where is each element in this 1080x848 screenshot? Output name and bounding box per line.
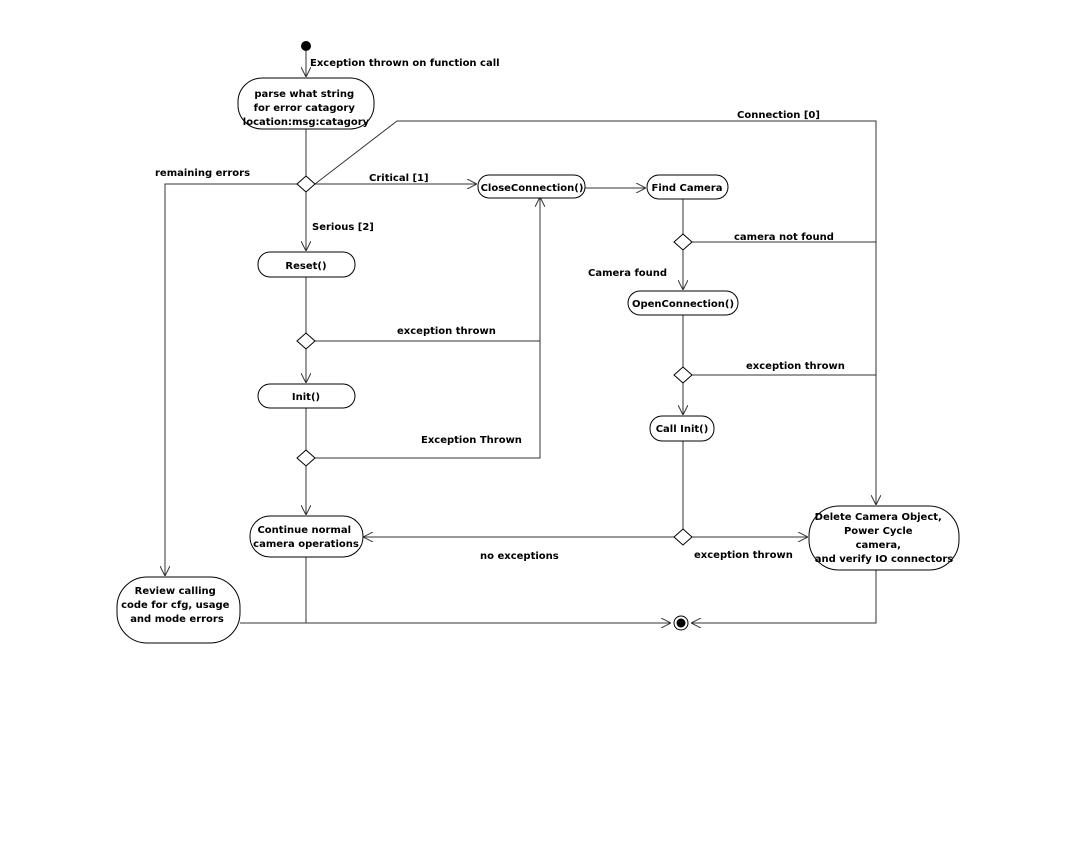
node-review-code <box>117 577 240 643</box>
node-find-camera-label: Find Camera <box>651 183 723 194</box>
label-remaining-errors: remaining errors <box>155 168 251 179</box>
label-connection-0: Connection [0] <box>737 110 820 121</box>
label-open-exception: exception thrown <box>746 361 845 372</box>
node-delete-camera-label: Delete Camera Object, Power Cycle camera, and verify IO connectors <box>814 512 954 565</box>
decision-init-result <box>297 450 315 466</box>
end-node <box>674 616 688 630</box>
label-reset-exception: exception thrown <box>397 326 496 337</box>
node-open-connection <box>628 291 738 315</box>
node-close-connection <box>478 175 585 198</box>
decision-open-result <box>674 367 692 383</box>
node-call-init-label: Call Init() <box>655 424 709 435</box>
node-review-code-label: Review calling code for cfg, usage and mode errors <box>121 586 230 625</box>
node-reset <box>258 252 355 277</box>
node-parse-label: parse what string for error catagory location:msg:catagory <box>242 89 370 128</box>
node-init <box>258 384 355 408</box>
node-reset-label: Reset() <box>285 261 327 272</box>
node-close-connection-label: CloseConnection() <box>480 183 584 194</box>
node-continue-operations-label: Continue normal camera operations <box>253 525 359 550</box>
node-find-camera <box>647 175 728 199</box>
decision-reset-result <box>297 333 315 349</box>
label-no-exceptions: no exceptions <box>480 551 559 562</box>
node-call-init <box>650 416 714 441</box>
label-camera-not-found: camera not found <box>734 232 834 243</box>
decision-callinit-result <box>674 529 692 545</box>
node-init-label: Init() <box>291 392 321 403</box>
label-init-exception: Exception Thrown <box>421 435 522 446</box>
start-node <box>301 41 311 51</box>
decision-error-category <box>297 176 315 192</box>
label-exception-thrown-on-call: Exception thrown on function call <box>310 58 500 69</box>
node-continue-operations <box>250 516 363 557</box>
edge-delete-to-end <box>691 570 876 623</box>
edge-labels <box>155 58 845 562</box>
label-final-exception: exception thrown <box>694 550 793 561</box>
node-delete-camera <box>809 506 959 570</box>
label-critical-1: Critical [1] <box>369 173 429 184</box>
label-serious-2: Serious [2] <box>312 222 374 233</box>
label-camera-found: Camera found <box>588 268 668 279</box>
node-parse <box>238 78 374 129</box>
node-open-connection-label: OpenConnection() <box>631 299 735 310</box>
decision-camera-found <box>674 234 692 250</box>
